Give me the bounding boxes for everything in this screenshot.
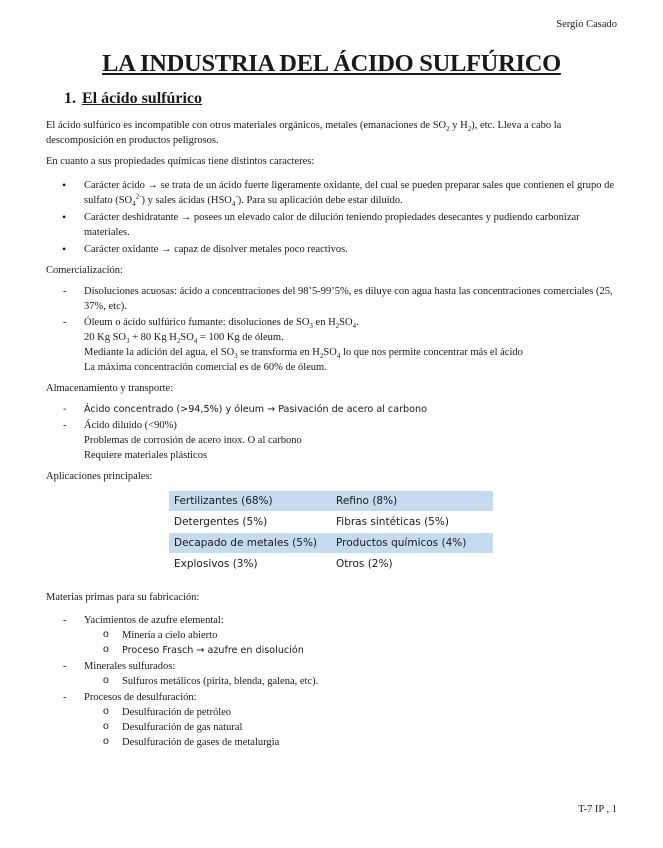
property-text: Carácter ácido → se trata de un ácido fuerte ligeramente oxidante, del cual se pueden preparar sales que contienen el grupo de sulfato (SO (84, 180, 615, 206)
table-cell: Otros (2%) (331, 554, 493, 575)
applications-heading: Aplicaciones principales: (46, 471, 153, 482)
raw-materials-subitem: o Sulfuros metálicos (pirita, blenda, galena, etc). (84, 674, 620, 689)
commercialization-item: - Disoluciones acuosas: ácido a concentraciones del 98’5-99’5%, es diluye con agua hasta las concentraciones comerciales (25, 37%, etc). (46, 284, 620, 314)
property-item: • Carácter deshidratante → posees un elevado calor de dilución teniendo propiedades desecantes y pudiendo carbonizar materiales. (46, 210, 620, 240)
oleum-text: lo que nos permite concentrar más el ácido (340, 347, 523, 358)
oleum-line: La máxima concentración comercial es de 60% de óleum. (84, 362, 327, 373)
properties-intro: En cuanto a sus propiedades químicas tiene distintos caracteres: (46, 156, 315, 167)
oleum-sub: 4 (193, 337, 198, 346)
oleum-sub: 2 (335, 322, 340, 331)
raw-materials-list (46, 613, 620, 750)
document-title: LA INDUSTRIA DEL ÁCIDO SULFÚRICO (102, 50, 561, 77)
oleum-text: Mediante la adición del agua, el SO (84, 347, 235, 358)
oleum-sub: 4 (336, 352, 341, 361)
storage-list (46, 402, 620, 463)
raw-materials-group-label: - Minerales sulfurados: (84, 661, 176, 672)
intro-sub: 2 (446, 125, 450, 134)
table-cell: Explosivos (3%) (169, 554, 331, 575)
commercialization-list (46, 284, 620, 375)
oleum-text: en H (312, 317, 336, 328)
storage-item: - Ácido concentrado (>94,5%) y óleum → Pasivación de acero al carbono (46, 402, 620, 417)
page-number: T-7 IP , 1 (578, 804, 617, 815)
table-cell: Fertilizantes (68%) (169, 491, 331, 512)
raw-materials-subitem: o Desulfuración de petróleo (84, 705, 620, 720)
property-sub: 4 (231, 200, 236, 209)
commercialization-item (46, 315, 620, 375)
oleum-text: . (356, 317, 359, 328)
oleum-sub: 3 (234, 352, 238, 361)
raw-materials-subitem: o Minería a cielo abierto (84, 628, 620, 643)
storage-item (46, 418, 620, 463)
storage-line: - Ácido diluido (<90%) (84, 420, 177, 431)
raw-materials-group (46, 613, 620, 658)
property-item (46, 178, 620, 208)
oleum-text: SO (339, 317, 353, 328)
storage-heading: Almacenamiento y transporte: (46, 383, 174, 394)
table-cell: Productos químicos (4%) (331, 533, 493, 554)
intro-sub: 2 (467, 125, 472, 134)
table-cell: Refino (8%) (331, 491, 493, 512)
raw-materials-group-label: - Yacimientos de azufre elemental: (84, 615, 224, 626)
property-text: ). Para su aplicación debe estar diluido. (237, 195, 403, 206)
table-cell: Detergentes (5%) (169, 512, 331, 533)
property-sub: 4 (132, 200, 136, 209)
table-row (169, 512, 493, 533)
oleum-line (84, 315, 620, 330)
property-item: • Carácter oxidante → capaz de disolver metales poco reactivos. (46, 242, 620, 257)
property-text: ) y sales ácidas (HSO (141, 195, 232, 206)
intro-text-b: y H (449, 120, 468, 131)
raw-materials-sublist (84, 705, 620, 750)
table-cell: Fibras sintéticas (5%) (331, 512, 493, 533)
oleum-sub: 2 (319, 352, 324, 361)
oleum-text: Óleum o ácido sulfúrico fumante: disoluciones de SO (84, 317, 310, 328)
oleum-line (84, 330, 620, 345)
section-heading (64, 89, 202, 109)
raw-materials-sublist (84, 628, 620, 658)
raw-materials-subitem: o Desulfuración de gases de metalurgia (84, 735, 620, 750)
raw-materials-group (46, 690, 620, 750)
table-row (169, 533, 493, 554)
applications-table (169, 491, 493, 575)
table-row (169, 554, 493, 575)
intro-text-c: ), etc. Lleva a cabo la descomposición en productos peligrosos. (46, 120, 562, 146)
commercialization-heading: Comercialización: (46, 265, 123, 276)
raw-materials-sublist (84, 674, 620, 689)
raw-materials-subitem: o Proceso Frasch → azufre en disolución (84, 643, 620, 658)
intro-text-a: El ácido sulfúrico es incompatible con otros materiales orgánicos, metales (emanaciones de SO (46, 120, 447, 131)
raw-materials-heading: Materias primas para su fabricación: (46, 592, 200, 603)
raw-materials-subitem: o Desulfuración de gas natural (84, 720, 620, 735)
oleum-line (84, 345, 620, 360)
oleum-text: SO (323, 347, 337, 358)
document-body (46, 118, 620, 751)
section-number: 1. (64, 90, 76, 107)
table-row (169, 491, 493, 512)
oleum-sub: 4 (352, 322, 357, 331)
oleum-text: + 80 Kg H (129, 332, 177, 343)
property-sup: - (235, 192, 238, 201)
storage-line: Requiere materiales plásticos (84, 450, 208, 461)
storage-line: Problemas de corrosión de acero inox. O al carbono (84, 435, 302, 446)
table-cell: Decapado de metales (5%) (169, 533, 331, 554)
oleum-text: SO (180, 332, 194, 343)
oleum-text: 20 Kg SO (84, 332, 127, 343)
raw-materials-group-label: - Procesos de desulfuración: (84, 692, 197, 703)
oleum-sub: 3 (126, 337, 130, 346)
section-title: El ácido sulfúrico (82, 90, 203, 107)
intro-paragraph (46, 118, 620, 148)
oleum-sub: 2 (176, 337, 181, 346)
oleum-text: = 100 Kg de óleum. (197, 332, 284, 343)
raw-materials-group (46, 659, 620, 689)
oleum-text: se transforma en H (237, 347, 320, 358)
applications-table-body (169, 491, 493, 575)
property-sup: 2- (135, 192, 142, 201)
author-name: Sergio Casado (556, 19, 617, 30)
oleum-sub: 3 (309, 322, 313, 331)
properties-list (46, 178, 620, 257)
